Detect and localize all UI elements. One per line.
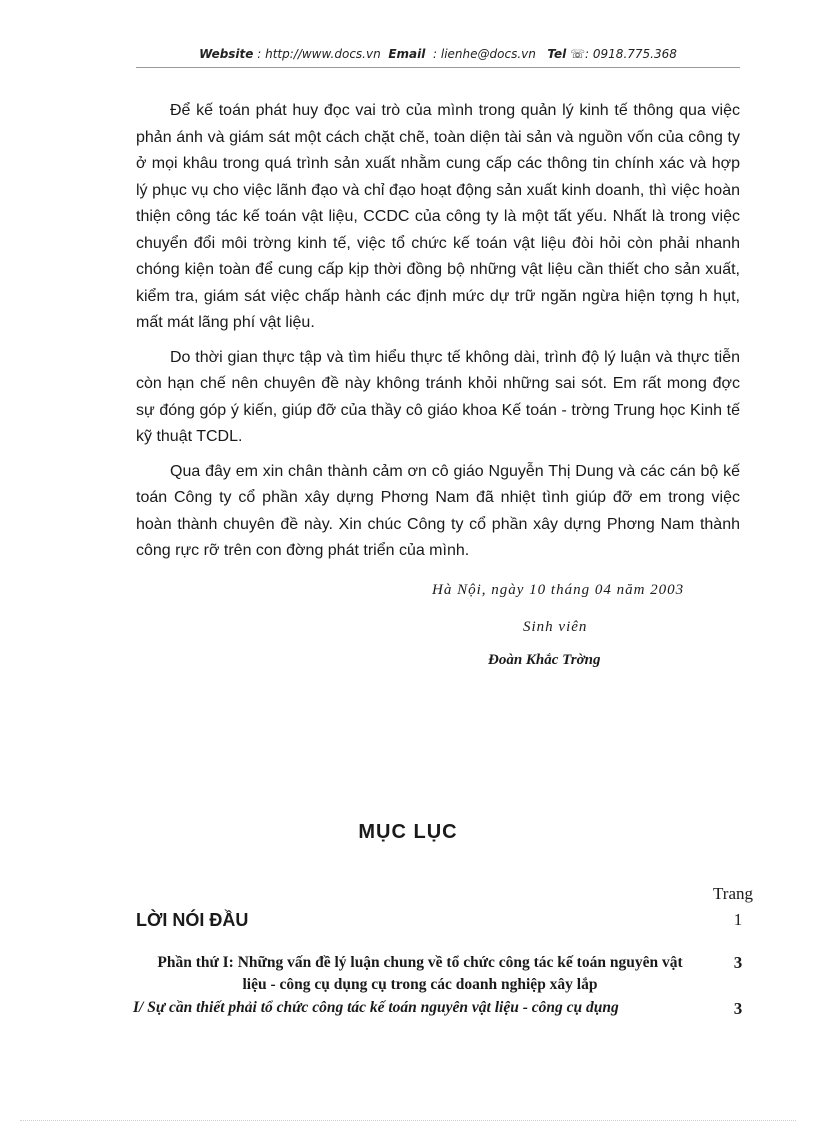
body-text bbox=[136, 98, 740, 573]
toc-title: MỤC LỤC bbox=[358, 821, 458, 843]
page-header bbox=[136, 47, 740, 68]
toc-entry-part-1[interactable]: Phần thứ I: Những vấn đề lý luận chung về tổ chức công tác kế toán nguyên vật liệu - công cụ dụng cụ trong các doanh nghiệp xây lắp bbox=[157, 954, 683, 993]
website-label: Website bbox=[199, 47, 254, 61]
signature-role: Sinh viên bbox=[523, 619, 588, 635]
signature-date: Hà Nội, ngày 10 tháng 04 năm 2003 bbox=[432, 582, 685, 598]
paragraph-1: Để kế toán phát huy đọc vai trò của mình trong quản lý kinh tế thông qua việc phản ánh và giám sát một cách chặt chẽ, toàn diện tài sản và nguồn vốn của công ty ở mọi khâu trong quá trình sản xuất nhằm cung cấp các thông tin chính xác và hợp lý phục vụ cho việc lãnh đạo và chỉ đạo hoạt động sản xuất kinh doanh, thì việc hoàn thiện công tác kế toán vật liệu, CCDC của công ty là một tất yếu. Nhất là trong việc chuyển đổi môi trờng kinh tế, việc tổ chức kế toán vật liệu đòi hỏi còn phải nhanh chóng kiện toàn để cung cấp kịp thời đồng bộ những vật liệu cần thiết cho sản xuất, kiểm tra, giám sát việc chấp hành các định mức dự trữ ngăn ngừa hiện tợng h hụt, mất mát lãng phí vật liệu. bbox=[136, 102, 740, 331]
toc-entry-preface[interactable]: LỜI NÓI ĐẦU bbox=[136, 910, 249, 930]
tel-label: Tel bbox=[547, 47, 567, 61]
website-url[interactable]: : http://www.docs.vn bbox=[257, 47, 381, 61]
email-label: Email bbox=[388, 47, 426, 61]
paragraph-3: Qua đây em xin chân thành cảm ơn cô giáo Nguyễn Thị Dung và các cán bộ kế toán Công ty cổ phần xây dựng Phơng Nam đã nhiệt tình giúp đỡ em trong việc hoàn thành chuyên đề này. Xin chúc Công ty cổ phần xây dựng Phơng Nam thành công rực rỡ trên con đờng phát triển của mình. bbox=[136, 462, 740, 559]
email-address[interactable]: : lienhe@docs.vn bbox=[433, 47, 536, 61]
toc-section-1-page: 3 bbox=[733, 999, 743, 1018]
toc-part-1-page: 3 bbox=[733, 953, 743, 972]
tel-number: : 0918.775.368 bbox=[585, 47, 677, 61]
toc-entry-section-1[interactable]: I/ Sự cần thiết phải tổ chức công tác kế toán nguyên vật liệu - công cụ dụng bbox=[133, 999, 619, 1016]
paragraph-2: Do thời gian thực tập và tìm hiểu thực tế không dài, trình độ lý luận và thực tiễn còn hạn chế nên chuyên đề này không tránh khỏi những sai sót. Em rất mong đợc sự đóng góp ý kiến, giúp đỡ của thầy cô giáo khoa Kế toán - trờng Trung học Kinh tế kỹ thuật TCDL. bbox=[136, 348, 740, 445]
bottom-divider bbox=[20, 1120, 796, 1121]
phone-icon: ☏ bbox=[570, 47, 586, 61]
toc-preface-page: 1 bbox=[733, 910, 743, 929]
toc-page-label: Trang bbox=[713, 884, 753, 903]
signature-name: Đoàn Khắc Trờng bbox=[488, 652, 601, 668]
